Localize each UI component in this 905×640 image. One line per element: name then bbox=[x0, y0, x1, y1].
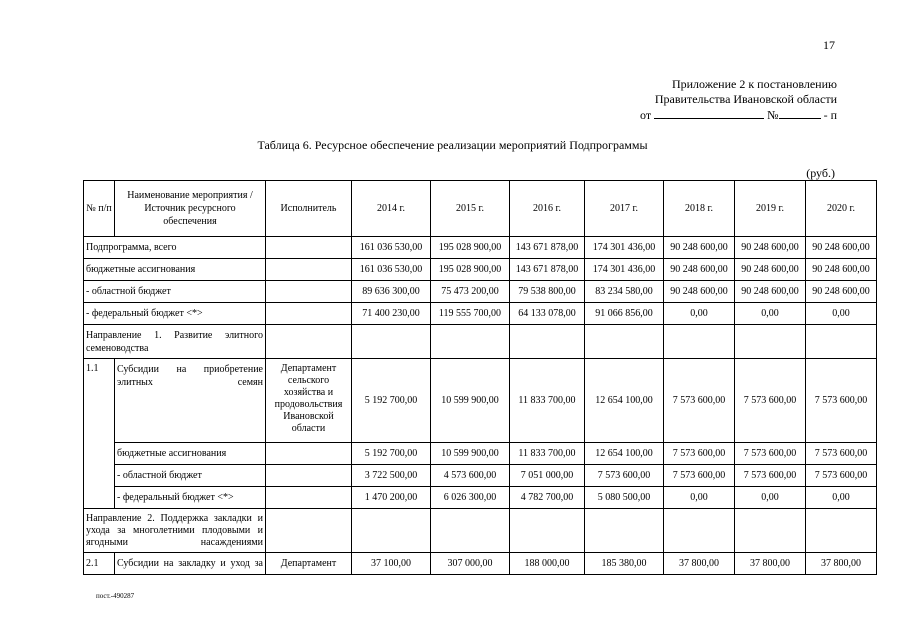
empty-cell bbox=[266, 325, 352, 359]
cell-value: 79 538 800,00 bbox=[510, 281, 585, 303]
empty-cell bbox=[352, 325, 431, 359]
col-header-2017: 2017 г. bbox=[585, 181, 664, 237]
empty-cell bbox=[806, 509, 877, 553]
cell-value: 7 573 600,00 bbox=[806, 443, 877, 465]
cell-value: 7 573 600,00 bbox=[664, 465, 735, 487]
row-budget-executor bbox=[266, 259, 352, 281]
cell-value: 7 573 600,00 bbox=[664, 359, 735, 443]
table-row bbox=[84, 359, 877, 443]
cell-value: 0,00 bbox=[735, 303, 806, 325]
empty-cell bbox=[664, 509, 735, 553]
direction-2-name: Направление 2. Поддержка закладки и ухода за многолетними плодовыми и ягодными насаждениями bbox=[84, 509, 266, 553]
document-footer-code: пост.-490287 bbox=[96, 592, 135, 600]
cell-value: 11 833 700,00 bbox=[510, 443, 585, 465]
cell-value: 0,00 bbox=[735, 487, 806, 509]
cell-value: 161 036 530,00 bbox=[352, 237, 431, 259]
appendix-from: от bbox=[640, 108, 652, 122]
cell-value: 0,00 bbox=[664, 487, 735, 509]
col-header-2016: 2016 г. bbox=[510, 181, 585, 237]
cell-value: 90 248 600,00 bbox=[735, 237, 806, 259]
table-header-row bbox=[84, 181, 877, 237]
cell-value: 64 133 078,00 bbox=[510, 303, 585, 325]
table-row bbox=[84, 509, 877, 553]
row-total-name: Подпрограмма, всего bbox=[84, 237, 266, 259]
cell-value: 90 248 600,00 bbox=[806, 237, 877, 259]
col-header-2014: 2014 г. bbox=[352, 181, 431, 237]
cell-value: 37 100,00 bbox=[352, 553, 431, 575]
cell-value: 90 248 600,00 bbox=[806, 259, 877, 281]
cell-value: 10 599 900,00 bbox=[431, 359, 510, 443]
row-federal-executor bbox=[266, 303, 352, 325]
cell-value: 188 000,00 bbox=[510, 553, 585, 575]
cell-value: 37 800,00 bbox=[806, 553, 877, 575]
cell-value: 4 573 600,00 bbox=[431, 465, 510, 487]
cell-value: 195 028 900,00 bbox=[431, 237, 510, 259]
row-federal-name: - федеральный бюджет <*> bbox=[84, 303, 266, 325]
col-header-2019: 2019 г. bbox=[735, 181, 806, 237]
col-header-2015: 2015 г. bbox=[431, 181, 510, 237]
number-blank bbox=[779, 107, 821, 119]
cell-value: 0,00 bbox=[664, 303, 735, 325]
cell-value: 119 555 700,00 bbox=[431, 303, 510, 325]
item-1-1-executor: Департамент сельского хозяйства и продовольствия Ивановской области bbox=[266, 359, 352, 443]
empty-cell bbox=[735, 509, 806, 553]
empty-cell bbox=[431, 325, 510, 359]
appendix-number-sign: № bbox=[767, 108, 779, 122]
table-row bbox=[84, 259, 877, 281]
row-total-executor bbox=[266, 237, 352, 259]
row-regional-name: - областной бюджет bbox=[84, 281, 266, 303]
col-header-2018: 2018 г. bbox=[664, 181, 735, 237]
table-row bbox=[84, 443, 877, 465]
item-2-1-number: 2.1 bbox=[84, 553, 115, 575]
cell-value: 3 722 500,00 bbox=[352, 465, 431, 487]
table-row bbox=[84, 465, 877, 487]
cell-value: 174 301 436,00 bbox=[585, 259, 664, 281]
cell-value: 12 654 100,00 bbox=[585, 443, 664, 465]
cell-value: 0,00 bbox=[806, 487, 877, 509]
cell-value: 90 248 600,00 bbox=[664, 281, 735, 303]
table-row bbox=[84, 237, 877, 259]
empty-cell bbox=[664, 325, 735, 359]
table-row bbox=[84, 303, 877, 325]
cell-value: 7 051 000,00 bbox=[510, 465, 585, 487]
cell-value: 10 599 900,00 bbox=[431, 443, 510, 465]
empty-cell bbox=[735, 325, 806, 359]
table-title: Таблица 6. Ресурсное обеспечение реализации мероприятий Подпрограммы bbox=[257, 138, 648, 152]
empty-cell bbox=[352, 509, 431, 553]
cell-value: 91 066 856,00 bbox=[585, 303, 664, 325]
item-1-1-budget-name: бюджетные ассигнования bbox=[115, 443, 266, 465]
cell-value: 90 248 600,00 bbox=[806, 281, 877, 303]
direction-1-name: Направление 1. Развитие элитного семеноводства bbox=[84, 325, 266, 359]
cell-value: 90 248 600,00 bbox=[735, 259, 806, 281]
item-2-1-executor: Департамент bbox=[266, 553, 352, 575]
cell-value: 143 671 878,00 bbox=[510, 237, 585, 259]
cell-value: 90 248 600,00 bbox=[664, 259, 735, 281]
cell-value: 7 573 600,00 bbox=[806, 465, 877, 487]
empty-cell bbox=[431, 509, 510, 553]
cell-value: 75 473 200,00 bbox=[431, 281, 510, 303]
item-1-1-name: Субсидии на приобретение элитных семян bbox=[115, 359, 266, 443]
cell-value: 4 782 700,00 bbox=[510, 487, 585, 509]
cell-value: 307 000,00 bbox=[431, 553, 510, 575]
item-1-1-federal-name: - федеральный бюджет <*> bbox=[115, 487, 266, 509]
empty-cell bbox=[510, 509, 585, 553]
cell-value: 89 636 300,00 bbox=[352, 281, 431, 303]
appendix-line-2: Правительства Ивановской области bbox=[654, 92, 837, 106]
col-header-executor: Исполнитель bbox=[266, 181, 352, 237]
row-regional-executor bbox=[266, 281, 352, 303]
cell-value: 90 248 600,00 bbox=[735, 281, 806, 303]
cell-value: 185 380,00 bbox=[585, 553, 664, 575]
cell-value: 90 248 600,00 bbox=[664, 237, 735, 259]
row-budget-name: бюджетные ассигнования bbox=[84, 259, 266, 281]
col-header-name: Наименование мероприятия / Источник ресурсного обеспечения bbox=[115, 181, 266, 237]
cell-value: 7 573 600,00 bbox=[806, 359, 877, 443]
appendix-line-3 bbox=[640, 107, 837, 123]
cell-value: 7 573 600,00 bbox=[735, 443, 806, 465]
page-number: 17 bbox=[823, 38, 835, 52]
cell-value: 7 573 600,00 bbox=[735, 465, 806, 487]
appendix-line-1: Приложение 2 к постановлению bbox=[671, 77, 837, 91]
table-row bbox=[84, 553, 877, 575]
table-row bbox=[84, 325, 877, 359]
cell-value: 5 192 700,00 bbox=[352, 443, 431, 465]
empty-cell bbox=[585, 509, 664, 553]
cell-value: 71 400 230,00 bbox=[352, 303, 431, 325]
cell-value: 5 192 700,00 bbox=[352, 359, 431, 443]
cell-value: 1 470 200,00 bbox=[352, 487, 431, 509]
cell-value: 6 026 300,00 bbox=[431, 487, 510, 509]
cell-value: 37 800,00 bbox=[735, 553, 806, 575]
appendix-suffix: - п bbox=[823, 108, 837, 122]
table-row bbox=[84, 281, 877, 303]
currency-unit: (руб.) bbox=[806, 166, 835, 180]
cell-value: 143 671 878,00 bbox=[510, 259, 585, 281]
empty-cell bbox=[585, 325, 664, 359]
cell-value: 11 833 700,00 bbox=[510, 359, 585, 443]
empty-cell bbox=[806, 325, 877, 359]
item-1-1-number: 1.1 bbox=[84, 359, 115, 509]
table-row bbox=[84, 487, 877, 509]
resource-table bbox=[83, 180, 877, 575]
empty-cell bbox=[510, 325, 585, 359]
date-blank bbox=[654, 107, 764, 119]
cell-value: 161 036 530,00 bbox=[352, 259, 431, 281]
cell-value: 0,00 bbox=[806, 303, 877, 325]
cell-value: 12 654 100,00 bbox=[585, 359, 664, 443]
cell-value: 5 080 500,00 bbox=[585, 487, 664, 509]
empty-cell bbox=[266, 443, 352, 465]
cell-value: 174 301 436,00 bbox=[585, 237, 664, 259]
col-header-2020: 2020 г. bbox=[806, 181, 877, 237]
empty-cell bbox=[266, 509, 352, 553]
cell-value: 7 573 600,00 bbox=[585, 465, 664, 487]
empty-cell bbox=[266, 465, 352, 487]
col-header-no: № п/п bbox=[84, 181, 115, 237]
empty-cell bbox=[266, 487, 352, 509]
item-2-1-name: Субсидии на закладку и уход за bbox=[115, 553, 266, 575]
cell-value: 83 234 580,00 bbox=[585, 281, 664, 303]
appendix-header bbox=[640, 77, 837, 123]
cell-value: 37 800,00 bbox=[664, 553, 735, 575]
item-1-1-regional-name: - областной бюджет bbox=[115, 465, 266, 487]
cell-value: 7 573 600,00 bbox=[735, 359, 806, 443]
cell-value: 195 028 900,00 bbox=[431, 259, 510, 281]
cell-value: 7 573 600,00 bbox=[664, 443, 735, 465]
